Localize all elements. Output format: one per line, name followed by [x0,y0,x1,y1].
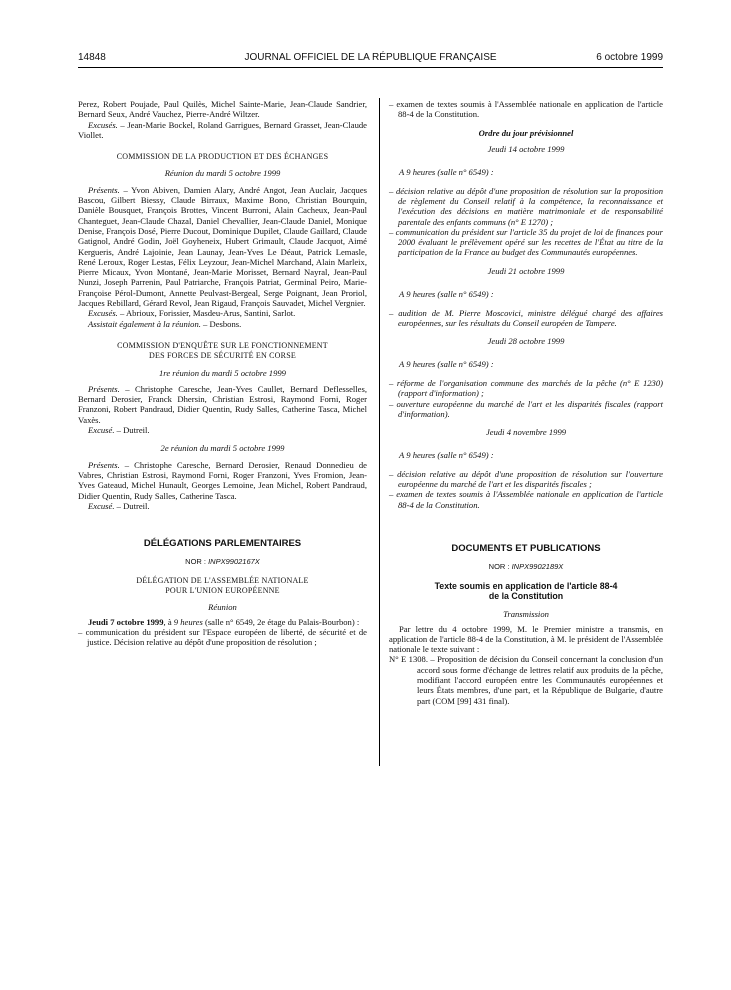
transmission-heading: Transmission [503,609,549,620]
agenda-item: – décision relative au dépôt d'une proposition de résolution sur l'ouverture européenne du marché de l'art et les disparités fiscales ; [389,468,663,490]
excuses-names: – Jean-Marie Bockel, Roland Garrigues, Bernard Grasset, Jean-Claude Viollet. [78,119,367,140]
excuse-paragraph [78,501,367,511]
assistait-names: – Desbons. [200,318,242,329]
excuses-label: Excusés. [88,308,118,319]
commission-enquete-title-line2: DES FORCES DE SÉCURITÉ EN CORSE [149,351,296,361]
presents-label: Présents. [88,184,120,195]
excuse-paragraph [78,425,367,435]
presents-names: – Christophe Caresche, Bernard Derosier, Renaud Donnedieu de Vabres, Christian Estrosi, Raymond Forni, Roger Franzoni, Yves Fromion, Jean-Yves Gateaud, Michel Hunault, Georges Lemoine, Jean Michel, Robert Pandraud, Didier Quentin, Rudy Salles, Catherine Tasca. [78,459,367,501]
agenda-time: A 9 heures (salle n° 6549) : [399,449,494,460]
agenda-items-28-oct [389,378,663,419]
agenda-time: A 9 heures (salle n° 6549) : [399,288,494,299]
assistait-paragraph [78,319,367,329]
agenda-items-4-nov [389,469,663,510]
meeting-time: 9 heures [173,616,203,627]
agenda-item: – ouverture européenne du marché de l'art et les disparités fiscales (rapport d'information). [389,398,663,419]
document-entry: N° E 1308. – Proposition de décision du Conseil concernant la conclusion d'un accord sous forme d'échange de lettres relatif aux produits de la pêche, modifiant l'accord européen entre les Communautés européennes et leurs États membres, d'une part, et la République de Bulgarie, d'autre part (COM [99] 431 final). [389,654,663,706]
agenda-time: A 9 heures (salle n° 6549) : [399,359,494,370]
ordre-du-jour-title: Ordre du jour prévisionnel [478,127,574,138]
agenda-item: – examen de textes soumis à l'Assemblée nationale en application de l'article 88-4 de la Constitution. [389,99,663,120]
left-column [78,99,367,647]
journal-title: JOURNAL OFFICIEL DE LA RÉPUBLIQUE FRANÇAISE [244,52,497,63]
section-title-delegations: DÉLÉGATIONS PARLEMENTAIRES [143,538,302,550]
agenda-time: A 9 heures (salle n° 6549) : [399,166,494,177]
excuse-label: Excusé. [88,500,115,511]
reunion-heading: Réunion [208,602,237,613]
presents-paragraph [78,460,367,501]
excuses-paragraph [78,120,367,141]
agenda-date: Jeudi 4 novembre 1999 [485,427,567,438]
reunion-heading: 1re réunion du mardi 5 octobre 1999 [159,367,286,378]
page-number: 14848 [78,52,106,63]
attendee-list-continued: Perez, Robert Poujade, Paul Quilès, Michel Sainte-Marie, Jean-Claude Sandrier, Bernard Seux, André Vauchez, Pierre-André Wiltzer. [78,99,367,120]
issue-date: 6 octobre 1999 [596,52,663,63]
presents-label: Présents. [88,383,120,394]
nor-reference: NOR : INPX9902167X [185,557,260,567]
meeting-date: Jeudi 7 octobre 1999 [88,616,164,627]
reunion-heading: Réunion du mardi 5 octobre 1999 [164,168,281,179]
agenda-item: – décision relative au dépôt d'une proposition de résolution sur la proposition de règlement du Conseil relatif à la compétence, la reconnaissance et l'exécution des décisions en matière matrimoniale et de responsabilité parentale des enfants communs (n° E 1270) ; [389,185,663,227]
column-separator [379,98,380,766]
excuse-names: – Dutreil. [114,425,150,436]
header-rule [78,67,663,68]
agenda-item: – communication du président sur l'article 35 du projet de loi de finances pour 2000 évaluant le prélèvement opéré sur les recettes de l'État au titre de la participation de la France au budget des Communautés européennes. [389,226,663,258]
agenda-date: Jeudi 21 octobre 1999 [487,265,565,276]
delegation-title-line1: DÉLÉGATION DE L'ASSEMBLÉE NATIONALE [136,575,309,585]
agenda-date: Jeudi 14 octobre 1999 [487,143,565,154]
texte-title-line1: Texte soumis en application de l'article 88-4 [434,580,618,591]
delegation-title-line2: POUR L'UNION EUROPÉENNE [165,585,280,595]
page-header [78,52,663,66]
agenda-item: – audition de M. Pierre Moscovici, ministre délégué chargé des affaires européennes, sur les résultats du Conseil européen de Tampere. [389,307,663,328]
agenda-date: Jeudi 28 octobre 1999 [487,336,565,347]
presents-paragraph [78,384,367,425]
assistait-label: Assistait également à la réunion. [88,318,201,329]
commission-production-title: COMMISSION DE LA PRODUCTION ET DES ÉCHANGES [116,152,329,162]
texte-title-line2: de la Constitution [488,590,564,601]
agenda-items-14-oct [389,186,663,258]
meeting-date-paragraph: Jeudi 7 octobre 1999, à 9 heures (salle n° 6549, 2e étage du Palais-Bourbon) : [88,616,360,627]
excuses-names: – Abrioux, Forissier, Masdeu-Arus, Santini, Sarlot. [117,308,296,319]
agenda-item: – communication du président sur l'Espace européen de liberté, de sécurité et de justice. Décision relative au dépôt d'une proposition de résolution ; [78,626,367,648]
presents-paragraph [78,185,367,309]
transmission-paragraph: Par lettre du 4 octobre 1999, M. le Premier ministre a transmis, en application de l'article 88-4 de la Constitution, à M. le président de l'Assemblée nationale le texte suivant : [389,623,663,655]
agenda-items-21-oct [389,308,663,329]
excuse-label: Excusé. [88,425,115,436]
section-title-documents: DOCUMENTS ET PUBLICATIONS [451,543,601,555]
presents-names: – Yvon Abiven, Damien Alary, André Angot, Jean Auclair, Jacques Bascou, Gilbert Biessy, Claude Birraux, Maxime Bono, Christian Bourquin, Danièle Bousquet, François Brottes, Vincent Burroni, Alain Cacheux, Jean-Paul Chanteguet, Jean-Claude Chazal, Daniel Chevallier, Jean-Claude Daniel, Monique Denise, François Dosé, Pierre Ducout, Dominique Dupilet, Claude Gaillard, Claude Gatignol, André Godin, Joël Goyheneix, Hubert Grimault, Claude Jacquot, Aimé Kergueris, André Lajoinie, Jean Launay, Jean-Yves Le Déaut, Patrick Lemasle, René Leroux, Roger Lestas, Félix Leyzour, Jean-Michel Marchand, Alain Marleix, Pierre Micaux, Yvon Montané, Jean-Marie Morisset, Bernard Nayral, Jean-Paul Nunzi, Joseph Parrenin, Paul Patriarche, François Patriat, Germinal Peiro, Marie-Françoise Pérol-Dumont, Annette Peulvast-Bergeal, Serge Poignant, Jean Proriol, Jacques Rebillard, Gérard Revol, Jean Rigaud, François Sauvadet, Michel Vergnier. [78,184,367,309]
excuse-names: – Dutreil. [114,500,150,511]
agenda-item: – examen de textes soumis à l'Assemblée nationale en application de l'article 88-4 de la Constitution. [389,489,663,510]
agenda-item: – réforme de l'organisation commune des marchés de la pêche (n° E 1230) (rapport d'information) ; [389,377,663,399]
commission-enquete-title-line1: COMMISSION D'ENQUÊTE SUR LE FONCTIONNEMENT [117,340,328,350]
excuses-label: Excusés. [88,119,118,130]
right-column [389,99,663,706]
presents-names: – Christophe Caresche, Jean-Yves Caullet, Bernard Deflesselles, Bernard Derosier, Franck Dhersin, Christian Estrosi, Raymond Forni, Roger Franzoni, Robert Pandraud, Didier Quentin, Rudy Salles, Catherine Tasca, Michel Vaxès. [78,383,367,425]
excuses-paragraph [78,308,367,318]
reunion-heading: 2e réunion du mardi 5 octobre 1999 [160,443,285,454]
nor-reference: NOR : INPX9902189X [488,562,564,572]
presents-label: Présents. [88,459,120,470]
